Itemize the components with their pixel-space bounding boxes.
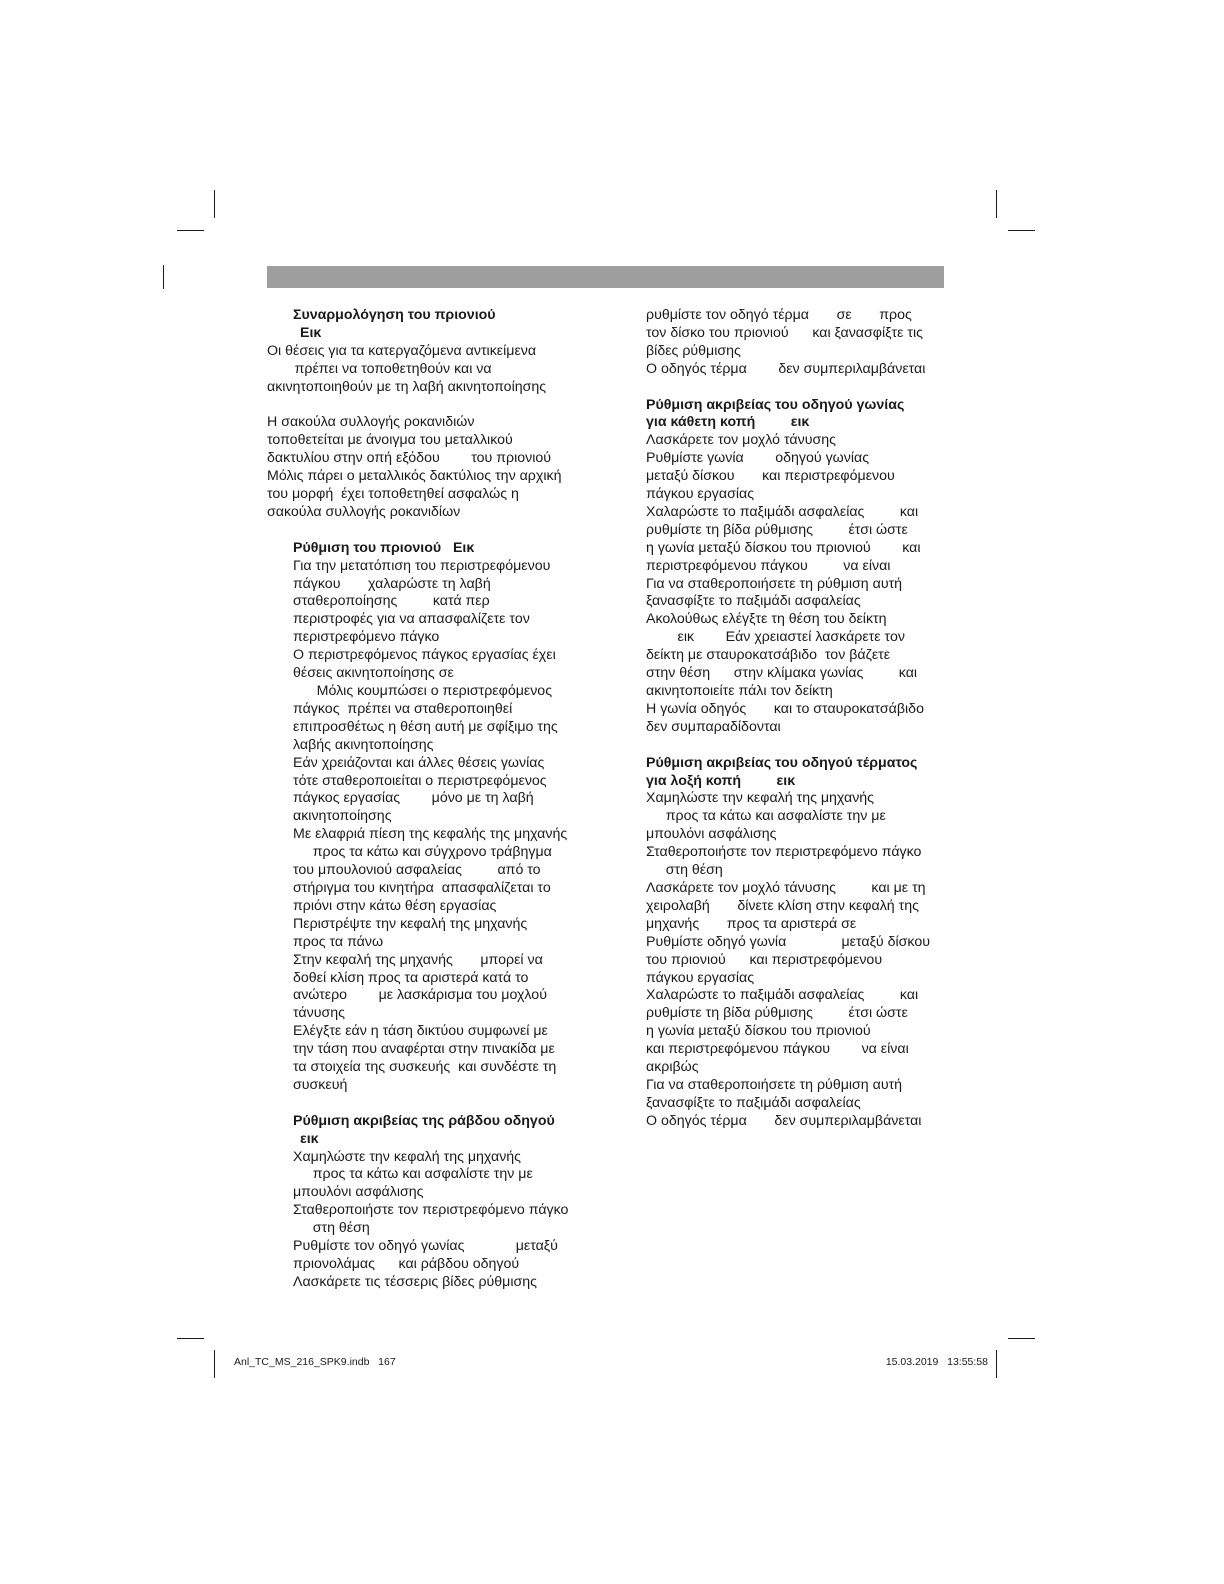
text-line: ρυθμίστε τη βίδα ρύθμισης έτσι ώστε bbox=[646, 1005, 908, 1022]
section-title: Ρύθμιση ακριβείας της ράβδου οδηγού bbox=[293, 1112, 555, 1129]
text-line: προς τα κάτω και ασφαλίστε την με bbox=[293, 1166, 533, 1183]
text-line: σακούλα συλλογής ροκανιδίων bbox=[267, 503, 461, 520]
text-line: περιστρεφόμενου πάγκου να είναι bbox=[646, 557, 891, 574]
text-line: Ρυθμίστε οδηγό γωνία μεταξύ δίσκου bbox=[646, 933, 931, 950]
text-line: πρέπει να τοποθετηθούν και να bbox=[267, 360, 492, 377]
text-line bbox=[267, 397, 597, 415]
section-angle-precision bbox=[646, 397, 946, 737]
text-line: πάγκου εργασίας bbox=[646, 969, 755, 986]
text-line: δακτυλίου στην οπή εξόδου του πριονιού bbox=[267, 450, 552, 467]
text-line: συσκευή bbox=[293, 1076, 348, 1093]
section-stop-precision bbox=[646, 755, 946, 1131]
text-line: ρυθμίστε τον οδηγό τέρμα σε προς bbox=[646, 307, 912, 323]
text-line: Σταθεροποιήστε τον περιστρεφόμενο πάγκο bbox=[293, 1202, 569, 1219]
text-line: Λασκάρετε τις τέσσερις βίδες ρύθμισης bbox=[293, 1273, 537, 1290]
crop-mark bbox=[214, 1350, 215, 1378]
text-line: Ρυθμίστε τον οδηγό γωνίας μεταξύ bbox=[293, 1238, 558, 1255]
text-line: μπουλόνι ασφάλισης bbox=[646, 826, 777, 843]
text-line: τάνυσης bbox=[293, 1005, 345, 1022]
text-line: βίδες ρύθμισης bbox=[646, 342, 741, 359]
text-line: σταθεροποίησης κατά περ bbox=[293, 593, 490, 610]
paragraph bbox=[293, 1149, 597, 1292]
text-line: Χαμηλώστε την κεφαλή της μηχανής bbox=[293, 1148, 522, 1165]
text-line: μηχανής προς τα αριστερά σε bbox=[646, 915, 857, 932]
text-line: εικ Εάν χρειαστεί λασκάρετε τον bbox=[646, 629, 905, 646]
text-line: χειρολαβή δίνετε κλίση στην κεφαλή της bbox=[646, 897, 919, 914]
text-line: μπουλόνι ασφάλισης bbox=[293, 1184, 424, 1201]
text-line: Μόλις κουμπώσει ο περιστρεφόμενος bbox=[293, 683, 553, 699]
crop-mark bbox=[163, 265, 164, 289]
text-line: ξανασφίξτε το παξιμάδι ασφαλείας bbox=[646, 1094, 861, 1111]
section-fence-precision bbox=[267, 1113, 597, 1292]
section-continuation bbox=[646, 307, 946, 379]
section-title: Συναρμολόγηση του πριονιού bbox=[293, 307, 496, 323]
text-line: του μορφή έχει τοποθετηθεί ασφαλώς η bbox=[267, 486, 519, 503]
text-line: δεν συμπαραδίδονται bbox=[646, 718, 781, 735]
right-column bbox=[646, 307, 946, 1131]
text-line: την τάση που αναφέρται στην πινακίδα με bbox=[293, 1041, 555, 1058]
text-line: Χαλαρώστε το παξιμάδι ασφαλείας και bbox=[646, 987, 919, 1004]
section-saw-setting bbox=[267, 540, 597, 1095]
text-line: περιστρεφόμενο πάγκο bbox=[293, 629, 440, 646]
text-line: Περιστρέψτε την κεφαλή της μηχανής bbox=[293, 915, 528, 932]
text-line: ανώτερο με λασκάρισμα του μοχλού bbox=[293, 987, 547, 1004]
text-line: θέσεις ακινητοποίησης σε bbox=[293, 665, 454, 682]
text-line: πάγκου χαλαρώστε τη λαβή bbox=[293, 575, 491, 592]
text-line: Με ελαφριά πίεση της κεφαλής της μηχανής bbox=[293, 826, 568, 843]
footer-file-info: Anl_TC_MS_216_SPK9.indb 167 bbox=[234, 1356, 396, 1368]
crop-mark bbox=[214, 190, 215, 218]
crop-mark bbox=[177, 230, 204, 231]
text-line: Ο οδηγός τέρμα δεν συμπεριλαμβάνεται bbox=[646, 360, 926, 377]
header-bar bbox=[267, 266, 944, 288]
text-line: ακινητοποίησης bbox=[293, 808, 392, 825]
section-title: Ρύθμιση ακριβείας του οδηγού γωνίας bbox=[646, 396, 905, 413]
footer-timestamp: 15.03.2019 13:55:58 bbox=[885, 1356, 988, 1368]
text-line: πάγκου εργασίας bbox=[646, 486, 755, 503]
crop-mark bbox=[996, 1350, 997, 1378]
crop-mark bbox=[1008, 230, 1035, 231]
paragraph bbox=[646, 432, 946, 736]
paragraph bbox=[646, 790, 946, 1130]
text-line: πάγκος πρέπει να σταθεροποιηθεί bbox=[293, 700, 513, 717]
crop-mark bbox=[996, 190, 997, 218]
text-line: Για να σταθεροποιήσετε τη ρύθμιση αυτή bbox=[646, 575, 903, 592]
text-line: ακινητοποιηθούν με τη λαβή ακινητοποίησης bbox=[267, 378, 547, 395]
text-line: επιπροσθέτως η θέση αυτή με σφίξιμο της bbox=[293, 718, 558, 735]
text-line: Ο οδηγός τέρμα δεν συμπεριλαμβάνεται bbox=[646, 1112, 922, 1129]
text-line: Για την μετατόπιση του περιστρεφόμενου bbox=[293, 557, 551, 574]
text-line: Εάν χρειάζονται και άλλες θέσεις γωνίας bbox=[293, 754, 545, 771]
text-line: Η γωνία οδηγός και το σταυροκατσάβιδο bbox=[646, 700, 924, 717]
text-line: Ο περιστρεφόμενος πάγκος εργασίας έχει bbox=[293, 647, 556, 664]
text-line: τότε σταθεροποιείται ο περιστρεφόμενος bbox=[293, 772, 547, 789]
figure-ref: εικ bbox=[300, 1130, 319, 1147]
text-line: η γωνία μεταξύ δίσκου του πριονιού bbox=[646, 1023, 871, 1040]
text-line: του πριονιού και περιστρεφόμενου bbox=[646, 951, 883, 968]
text-line: Οι θέσεις για τα κατεργαζόμενα αντικείμενα bbox=[267, 342, 537, 359]
section-title: Ρύθμιση ακριβείας του οδηγού τέρματος bbox=[646, 754, 918, 771]
text-line: Η σακούλα συλλογής ροκανιδιών bbox=[267, 414, 475, 431]
paragraph bbox=[293, 558, 597, 1095]
text-line: περιστροφές για να απασφαλίζετε τον bbox=[293, 611, 530, 628]
text-line: προς τα κάτω και ασφαλίστε την με bbox=[646, 808, 886, 825]
text-line: Λασκάρετε τον μοχλό τάνυσης και με τη bbox=[646, 879, 926, 896]
text-line: Για να σταθεροποιήσετε τη ρύθμιση αυτή bbox=[646, 1076, 903, 1093]
text-line: δοθεί κλίση προς τα αριστερά κατά το bbox=[293, 969, 529, 986]
left-column bbox=[267, 307, 597, 1292]
figure-ref: Εικ bbox=[300, 324, 322, 341]
text-line: μεταξύ δίσκου και περιστρεφόμενου bbox=[646, 468, 895, 485]
text-line: προς τα κάτω και σύγχρονο τράβηγμα bbox=[293, 844, 552, 861]
text-line: Λασκάρετε τον μοχλό τάνυσης bbox=[646, 432, 836, 449]
paragraph bbox=[267, 343, 597, 522]
section-title: Ρύθμιση του πριονιού Εικ bbox=[293, 539, 475, 556]
text-line: Χαλαρώστε το παξιμάδι ασφαλείας και bbox=[646, 503, 919, 520]
text-line: Μόλις πάρει ο μεταλλικός δακτύλιος την αρχική bbox=[267, 468, 562, 485]
text-line: Ρυθμίστε γωνία οδηγού γωνίας bbox=[646, 450, 870, 467]
text-line: ακριβώς bbox=[646, 1059, 699, 1076]
text-line: πριονολάμας και ράβδου οδηγού bbox=[293, 1255, 520, 1272]
text-line: στη θέση bbox=[646, 862, 723, 879]
paragraph bbox=[646, 307, 946, 379]
section-title: για κάθετη κοπή εικ bbox=[646, 414, 810, 431]
text-line: προς τα πάνω bbox=[293, 933, 384, 950]
text-line: και περιστρεφόμενου πάγκου να είναι bbox=[646, 1041, 909, 1058]
text-line: λαβής ακινητοποίησης bbox=[293, 736, 434, 753]
text-line: Στην κεφαλή της μηχανής μπορεί να bbox=[293, 951, 543, 968]
crop-mark bbox=[1008, 1338, 1035, 1339]
text-line: η γωνία μεταξύ δίσκου του πριονιού και bbox=[646, 539, 921, 556]
text-line: στη θέση bbox=[293, 1220, 370, 1237]
text-line: στήριγμα του κινητήρα απασφαλίζεται το bbox=[293, 879, 551, 896]
text-line: ακινητοποιείτε πάλι τον δείκτη bbox=[646, 683, 833, 700]
text-line: δείκτη με σταυροκατσάβιδο τον βάζετε bbox=[646, 647, 891, 664]
crop-mark bbox=[177, 1338, 204, 1339]
text-line: τα στοιχεία της συσκευής και συνδέστε τη bbox=[293, 1059, 557, 1076]
text-line: στην θέση στην κλίμακα γωνίας και bbox=[646, 665, 918, 682]
section-assembly bbox=[267, 307, 597, 522]
text-line: τοποθετείται με άνοιγμα του μεταλλικού bbox=[267, 432, 513, 449]
text-line: Ακολούθως ελέγξτε τη θέση του δείκτη bbox=[646, 611, 887, 628]
text-line: πάγκος εργασίας μόνο με τη λαβή bbox=[293, 790, 534, 807]
section-title: για λοξή κοπή εικ bbox=[646, 772, 796, 789]
text-line: Χαμηλώστε την κεφαλή της μηχανής bbox=[646, 790, 875, 807]
text-line: Σταθεροποιήστε τον περιστρεφόμενο πάγκο bbox=[646, 844, 922, 861]
text-line: του μπουλονιού ασφαλείας από το bbox=[293, 862, 541, 879]
text-line: τον δίσκο του πριονιού και ξανασφίξτε τις bbox=[646, 324, 923, 341]
text-line: πριόνι στην κάτω θέση εργασίας bbox=[293, 897, 497, 914]
text-line: Ελέγξτε εάν η τάση δικτύου συμφωνεί με bbox=[293, 1023, 548, 1040]
text-line: ρυθμίστε τη βίδα ρύθμισης έτσι ώστε bbox=[646, 521, 908, 538]
text-line: ξανασφίξτε το παξιμάδι ασφαλείας bbox=[646, 593, 861, 610]
